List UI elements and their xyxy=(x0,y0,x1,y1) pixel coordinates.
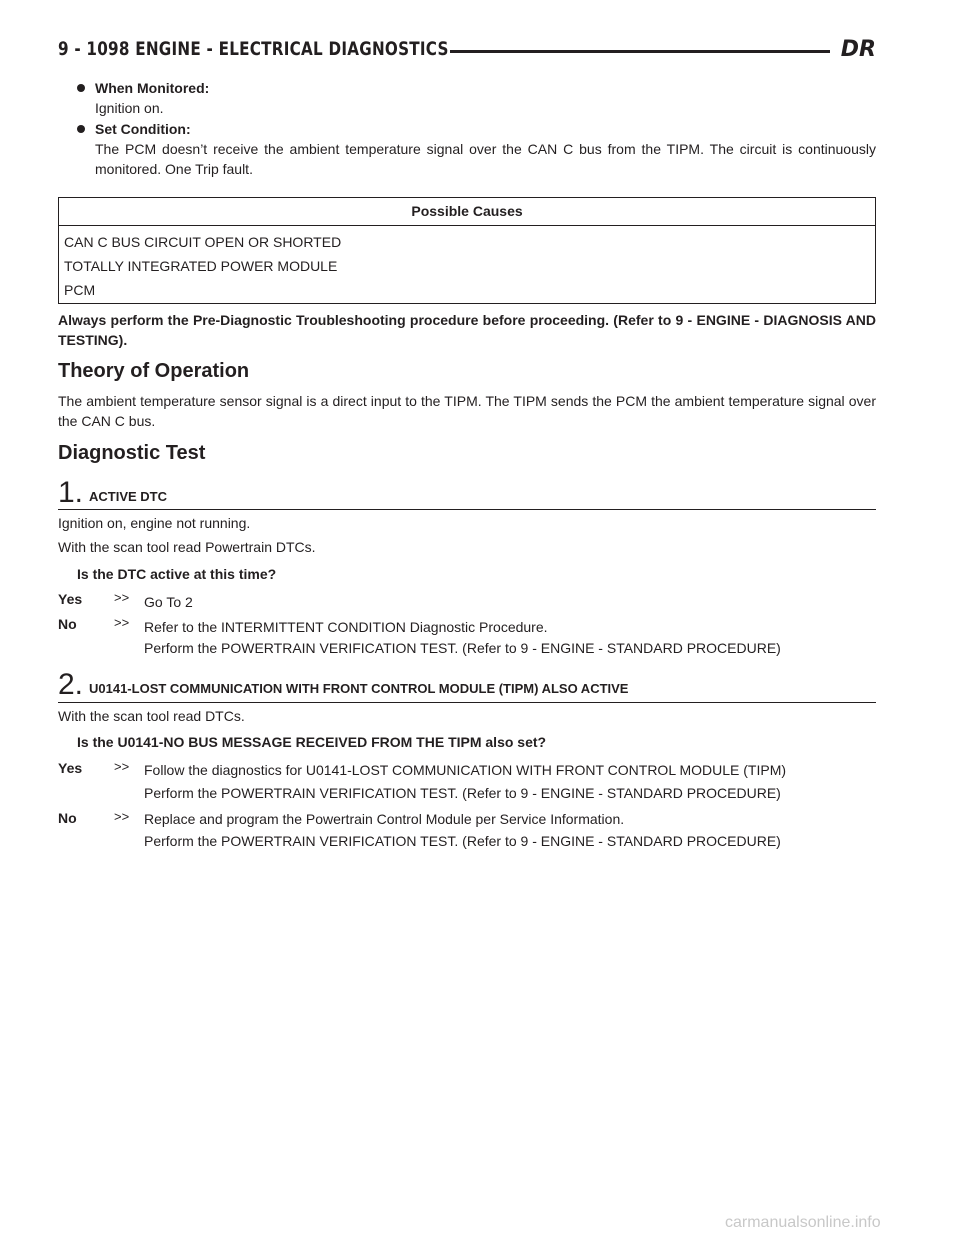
theory-heading: Theory of Operation xyxy=(58,360,250,382)
bullet-body: Ignition on. xyxy=(95,100,164,116)
answer-text: Perform the POWERTRAIN VERIFICATION TEST. (Refer to 9 - ENGINE - STANDARD PROCEDURE) xyxy=(144,640,781,656)
answer-text: Perform the POWERTRAIN VERIFICATION TEST. (Refer to 9 - ENGINE - STANDARD PROCEDURE) xyxy=(144,785,781,801)
step-title: ACTIVE DTC xyxy=(89,489,167,504)
answer-text: Refer to the INTERMITTENT CONDITION Diagnostic Procedure. xyxy=(144,619,548,635)
possible-causes-table xyxy=(58,197,876,304)
model-code: DR xyxy=(840,37,876,62)
causes-heading: Possible Causes xyxy=(59,198,875,226)
step-question: Is the DTC active at this time? xyxy=(77,566,277,582)
diagnostic-heading: Diagnostic Test xyxy=(58,442,206,464)
step-line: Ignition on, engine not running. xyxy=(58,515,251,531)
theory-body: The ambient temperature sensor signal is a direct input to the TIPM. The TIPM sends the PCM the ambient temperature signal over the CAN C bus. xyxy=(58,393,876,429)
cause-item: TOTALLY INTEGRATED POWER MODULE xyxy=(64,258,338,274)
bullet-icon xyxy=(77,125,85,133)
page-header xyxy=(58,38,876,66)
step-divider xyxy=(58,702,876,703)
cause-item: CAN C BUS CIRCUIT OPEN OR SHORTED xyxy=(64,234,342,250)
answer-text: Follow the diagnostics for U0141-LOST COMMUNICATION WITH FRONT CONTROL MODULE (TIPM) xyxy=(144,762,787,778)
watermark: carmanualsonline.info xyxy=(725,1214,881,1231)
answer-text: Go To 2 xyxy=(144,594,193,610)
step-number: 1. xyxy=(58,476,84,509)
cause-item: PCM xyxy=(64,282,96,298)
answer-label: No xyxy=(58,616,77,632)
answer-label: Yes xyxy=(58,591,83,607)
answer-label: Yes xyxy=(58,760,83,776)
answer-text: Replace and program the Powertrain Control Module per Service Information. xyxy=(144,811,625,827)
answer-arrow: >> xyxy=(114,590,130,605)
step-line: With the scan tool read DTCs. xyxy=(58,708,245,724)
answer-arrow: >> xyxy=(114,809,130,824)
bullet-icon xyxy=(77,84,85,92)
header-rule xyxy=(450,50,830,53)
step-divider xyxy=(58,509,876,510)
step-number: 2. xyxy=(58,668,84,701)
step-title: U0141-LOST COMMUNICATION WITH FRONT CONTROL MODULE (TIPM) ALSO ACTIVE xyxy=(89,681,629,696)
bullet-label: Set Condition: xyxy=(95,121,191,137)
bullet-body: The PCM doesn’t receive the ambient temperature signal over the CAN C bus from the TIPM. The circuit is continuously monitored. One Trip fault. xyxy=(95,141,876,177)
answer-text: Perform the POWERTRAIN VERIFICATION TEST. (Refer to 9 - ENGINE - STANDARD PROCEDURE) xyxy=(144,833,781,849)
answer-arrow: >> xyxy=(114,615,130,630)
answer-label: No xyxy=(58,810,77,826)
bullet-label: When Monitored: xyxy=(95,80,210,96)
answer-arrow: >> xyxy=(114,759,130,774)
step-line: With the scan tool read Powertrain DTCs. xyxy=(58,539,316,555)
step-question: Is the U0141-NO BUS MESSAGE RECEIVED FROM THE TIPM also set? xyxy=(77,734,547,750)
pre-diagnostic-warning: Always perform the Pre-Diagnostic Troubleshooting procedure before proceeding. (Refer to 9 - ENGINE - DIAGNOSIS AND TESTING). xyxy=(58,312,876,348)
page-title: 9 - 1098 ENGINE - ELECTRICAL DIAGNOSTICS xyxy=(58,38,449,60)
